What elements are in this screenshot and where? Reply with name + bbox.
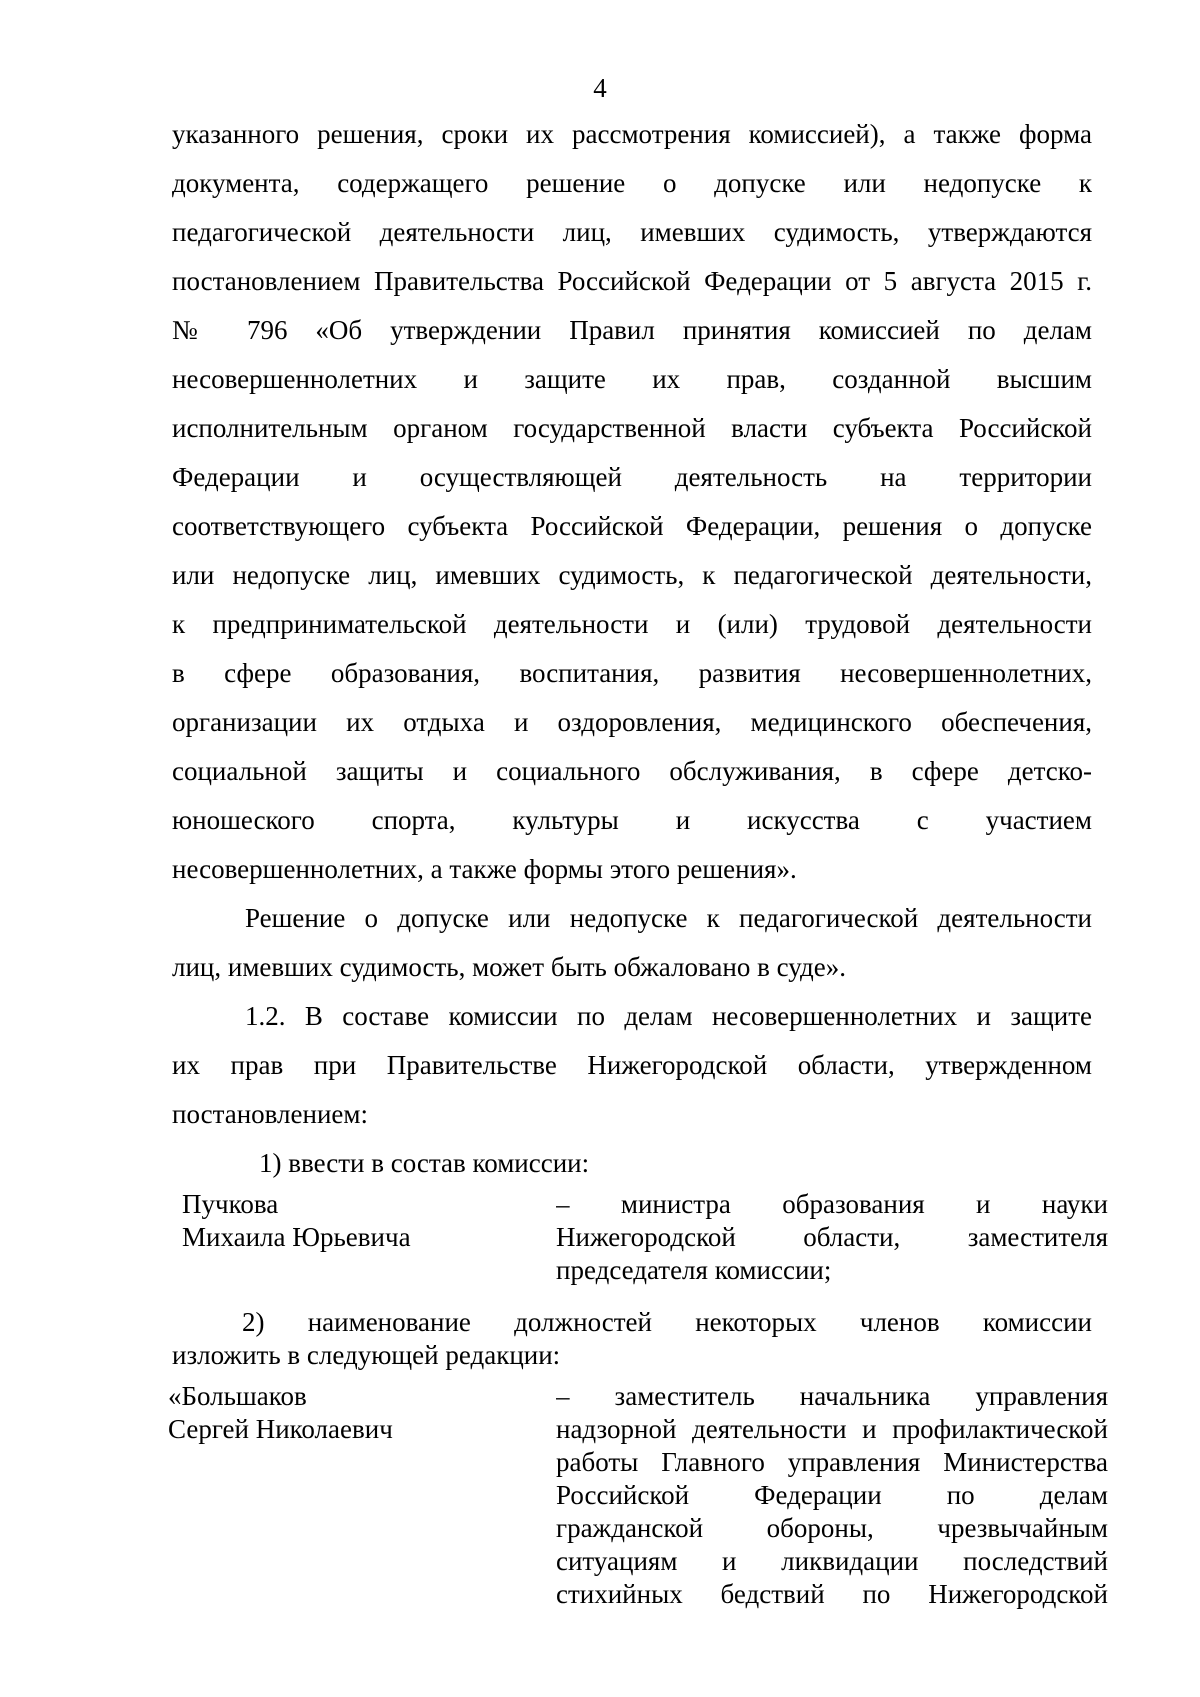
text-line: постановлением: [172,1099,368,1129]
text-line: Решение о допуске или недопуске к педагогической деятельности [245,903,1092,933]
position-line: ситуациям и ликвидации последствий [556,1546,1108,1576]
position-line: – министра образования и науки [556,1189,1108,1219]
member-name-line: Сергей Николаевич [168,1414,393,1444]
text-line: или недопуске лиц, имевших судимость, к педагогической деятельности, [172,560,1092,590]
paragraph-3 [172,992,1092,1139]
text-line: лиц, имевших судимость, может быть обжаловано в суде». [172,952,846,982]
text-line: несовершеннолетних, а также формы этого решения». [172,854,797,884]
item-1 [172,1139,1092,1188]
position-line: надзорной деятельности и профилактической [556,1414,1108,1444]
position-line: Российской Федерации по делам [556,1480,1108,1510]
position-line: гражданской обороны, чрезвычайным [556,1513,1108,1543]
text-line: исполнительным органом государственной власти субъекта Российской [172,413,1092,443]
text-line: изложить в следующей редакции: [172,1340,561,1370]
page-number: 4 [593,73,607,103]
position-line: – заместитель начальника управления [556,1381,1108,1411]
text-line: № 796 «Об утверждении Правил принятия комиссией по делам [172,315,1092,345]
text-line: 1.2. В составе комиссии по делам несовершеннолетних и защите [245,1001,1092,1031]
text-line: организации их отдыха и оздоровления, медицинского обеспечения, [172,707,1092,737]
text-line: соответствующего субъекта Российской Федерации, решения о допуске [172,511,1092,541]
member-position [556,1188,1108,1287]
text-line: постановлением Правительства Российской Федерации от 5 августа 2015 г. [172,266,1092,296]
position-line: работы Главного управления Министерства [556,1447,1108,1477]
position-line: стихийных бедствий по Нижегородской [556,1579,1108,1609]
text-line: их прав при Правительстве Нижегородской области, утвержденном [172,1050,1092,1080]
text-line: социальной защиты и социального обслуживания, в сфере детско- [172,756,1092,786]
position-line: председателя комиссии; [556,1255,832,1285]
paragraph-2 [172,894,1092,992]
text-line: 1) ввести в состав комиссии: [259,1148,590,1178]
text-line: педагогической деятельности лиц, имевших судимость, утверждаются [172,217,1092,247]
text-line: несовершеннолетних и защите их прав, созданной высшим [172,364,1092,394]
member-name-line: Михаила Юрьевича [182,1222,411,1252]
text-line: к предпринимательской деятельности и (или) трудовой деятельности [172,609,1092,639]
text-line: юношеского спорта, культуры и искусства с участием [172,805,1092,835]
document-body [172,110,1092,1188]
member-position [556,1380,1108,1611]
text-line: указанного решения, сроки их рассмотрения комиссией), а также форма [172,119,1092,149]
text-line: документа, содержащего решение о допуске или недопуске к [172,168,1092,198]
text-line: в сфере образования, воспитания, развития несовершеннолетних, [172,658,1092,688]
position-line: Нижегородской области, заместителя [556,1222,1108,1252]
member-name-line: «Большаков [168,1381,307,1411]
text-line: 2) наименование должностей некоторых членов комиссии [242,1307,1092,1337]
member-name-line: Пучкова [182,1189,279,1219]
text-line: Федерации и осуществляющей деятельность на территории [172,462,1092,492]
paragraph-1 [172,110,1092,894]
